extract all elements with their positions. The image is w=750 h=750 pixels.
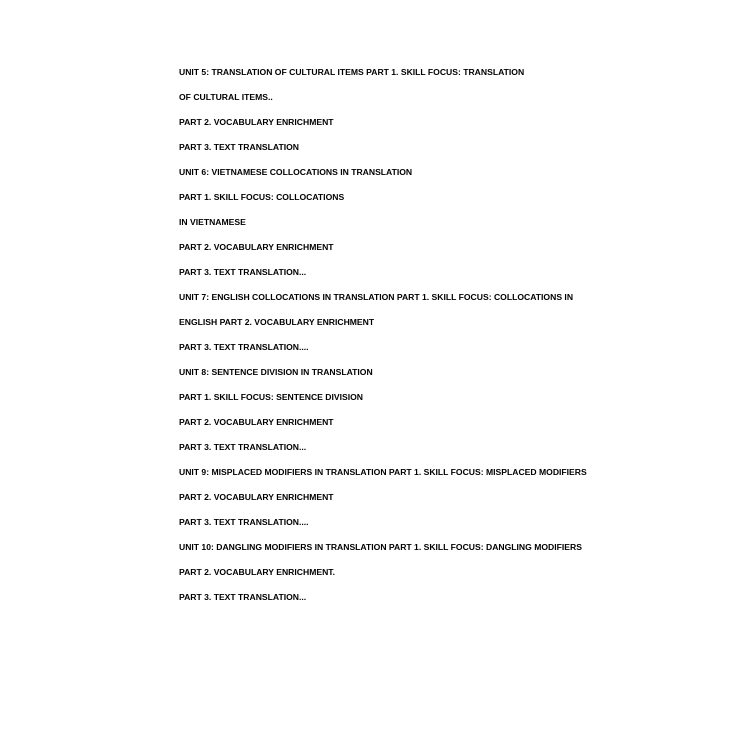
toc-line-unit-6-heading: UNIT 6: VIETNAMESE COLLOCATIONS IN TRANSLATION bbox=[179, 167, 413, 177]
toc-line-unit-5-heading: UNIT 5: TRANSLATION OF CULTURAL ITEMS PART 1. SKILL FOCUS: TRANSLATION bbox=[179, 67, 525, 77]
toc-line-unit-7-heading: UNIT 7: ENGLISH COLLOCATIONS IN TRANSLATION PART 1. SKILL FOCUS: COLLOCATIONS IN bbox=[179, 292, 574, 302]
toc-line-unit-7-continuation: ENGLISH PART 2. VOCABULARY ENRICHMENT bbox=[179, 317, 375, 327]
toc-line-unit-8-heading: UNIT 8: SENTENCE DIVISION IN TRANSLATION bbox=[179, 367, 373, 377]
toc-line-unit-10-part-3: PART 3. TEXT TRANSLATION... bbox=[179, 592, 307, 602]
toc-line-unit-5-part-2: PART 2. VOCABULARY ENRICHMENT bbox=[179, 117, 334, 127]
table-of-contents bbox=[179, 60, 699, 610]
toc-line-unit-6-part-3: PART 3. TEXT TRANSLATION... bbox=[179, 267, 307, 277]
toc-line-unit-6-part-1-continuation: IN VIETNAMESE bbox=[179, 217, 246, 227]
toc-line-unit-9-heading: UNIT 9: MISPLACED MODIFIERS IN TRANSLATION PART 1. SKILL FOCUS: MISPLACED MODIFIERS bbox=[179, 467, 587, 477]
toc-line-unit-5-part-3: PART 3. TEXT TRANSLATION bbox=[179, 142, 299, 152]
toc-line-unit-9-part-3: PART 3. TEXT TRANSLATION.... bbox=[179, 517, 309, 527]
toc-line-unit-8-part-1: PART 1. SKILL FOCUS: SENTENCE DIVISION bbox=[179, 392, 363, 402]
toc-line-unit-10-heading: UNIT 10: DANGLING MODIFIERS IN TRANSLATION PART 1. SKILL FOCUS: DANGLING MODIFIERS bbox=[179, 542, 582, 552]
toc-line-unit-9-part-2: PART 2. VOCABULARY ENRICHMENT bbox=[179, 492, 334, 502]
toc-line-unit-10-part-2: PART 2. VOCABULARY ENRICHMENT. bbox=[179, 567, 335, 577]
toc-line-unit-8-part-2: PART 2. VOCABULARY ENRICHMENT bbox=[179, 417, 334, 427]
toc-line-unit-7-part-3: PART 3. TEXT TRANSLATION.... bbox=[179, 342, 309, 352]
toc-line-unit-6-part-1: PART 1. SKILL FOCUS: COLLOCATIONS bbox=[179, 192, 345, 202]
toc-line-unit-6-part-2: PART 2. VOCABULARY ENRICHMENT bbox=[179, 242, 334, 252]
toc-line-unit-5-continuation: OF CULTURAL ITEMS.. bbox=[179, 92, 273, 102]
toc-line-unit-8-part-3: PART 3. TEXT TRANSLATION... bbox=[179, 442, 307, 452]
